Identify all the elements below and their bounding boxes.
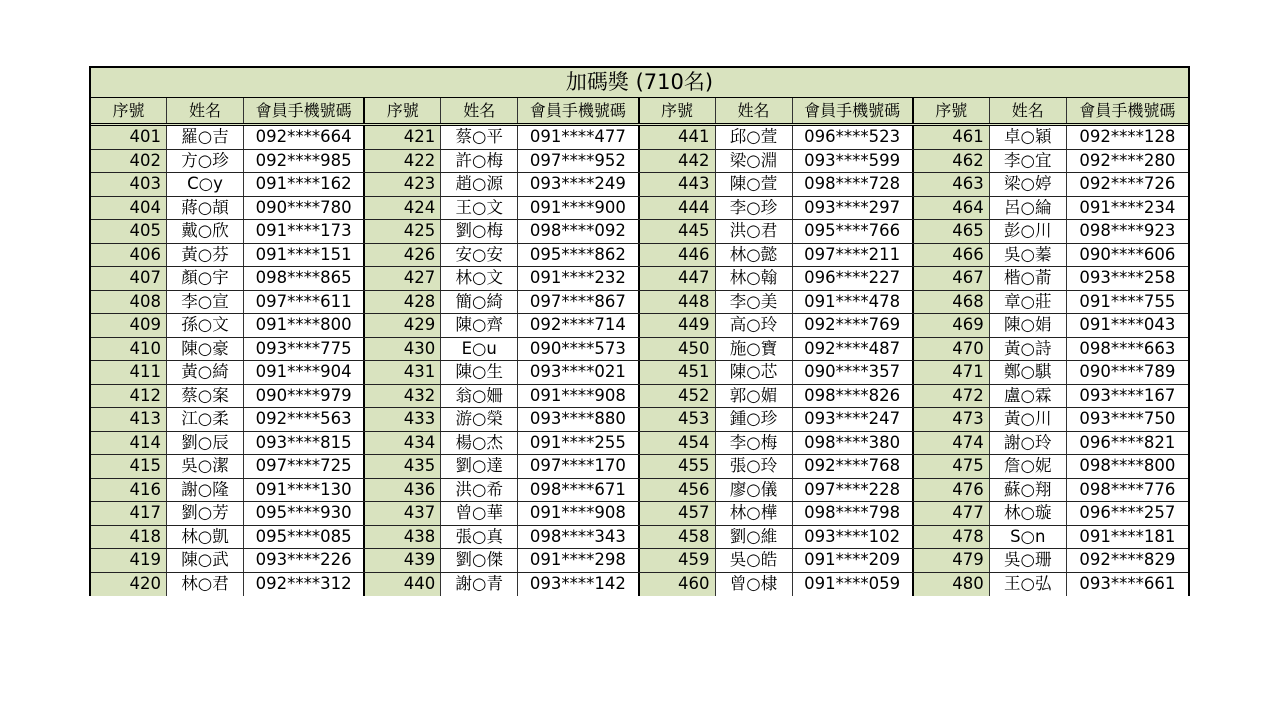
header-row <box>91 98 1188 126</box>
header-name: 姓名 <box>167 98 244 123</box>
cell-phone: 097****952 <box>518 150 639 173</box>
cell-name: 詹○妮 <box>990 455 1067 478</box>
cell-phone: 092****563 <box>244 408 365 431</box>
cell-name: S○n <box>990 526 1067 549</box>
cell-seq: 440 <box>365 573 441 597</box>
cell-seq: 465 <box>914 220 990 243</box>
cell-name: 謝○玲 <box>990 432 1067 455</box>
cell-seq: 428 <box>365 291 441 314</box>
cell-seq: 430 <box>365 338 441 361</box>
cell-name: 彭○川 <box>990 220 1067 243</box>
cell-phone: 098****380 <box>793 432 914 455</box>
cell-seq: 463 <box>914 173 990 196</box>
cell-seq: 408 <box>91 291 167 314</box>
cell-name: 楷○萮 <box>990 267 1067 290</box>
cell-seq: 415 <box>91 455 167 478</box>
cell-phone: 091****900 <box>518 197 639 220</box>
cell-phone: 095****085 <box>244 526 365 549</box>
cell-seq: 438 <box>365 526 441 549</box>
header-seq: 序號 <box>640 98 716 123</box>
cell-name: C○y <box>167 173 244 196</box>
cell-seq: 402 <box>91 150 167 173</box>
cell-seq: 456 <box>640 479 716 502</box>
cell-seq: 471 <box>914 361 990 384</box>
cell-phone: 093****247 <box>793 408 914 431</box>
cell-seq: 429 <box>365 314 441 337</box>
cell-phone: 097****611 <box>244 291 365 314</box>
cell-phone: 098****663 <box>1067 338 1188 361</box>
cell-name: 林○璇 <box>990 502 1067 525</box>
cell-phone: 091****298 <box>518 549 639 572</box>
table-row <box>91 150 1188 174</box>
table-row <box>91 338 1188 362</box>
cell-seq: 418 <box>91 526 167 549</box>
cell-name: 卓○穎 <box>990 126 1067 149</box>
cell-seq: 433 <box>365 408 441 431</box>
cell-seq: 467 <box>914 267 990 290</box>
cell-phone: 098****826 <box>793 385 914 408</box>
cell-name: 陳○萱 <box>716 173 793 196</box>
cell-phone: 095****930 <box>244 502 365 525</box>
cell-phone: 092****768 <box>793 455 914 478</box>
cell-name: 梁○淵 <box>716 150 793 173</box>
cell-phone: 097****228 <box>793 479 914 502</box>
cell-seq: 437 <box>365 502 441 525</box>
cell-name: 戴○欣 <box>167 220 244 243</box>
cell-phone: 091****043 <box>1067 314 1188 337</box>
cell-name: 洪○君 <box>716 220 793 243</box>
cell-seq: 472 <box>914 385 990 408</box>
cell-seq: 460 <box>640 573 716 597</box>
cell-name: 施○寶 <box>716 338 793 361</box>
cell-seq: 447 <box>640 267 716 290</box>
cell-name: 王○弘 <box>990 573 1067 597</box>
cell-seq: 421 <box>365 126 441 149</box>
cell-seq: 475 <box>914 455 990 478</box>
cell-phone: 098****798 <box>793 502 914 525</box>
cell-seq: 476 <box>914 479 990 502</box>
cell-phone: 093****880 <box>518 408 639 431</box>
cell-phone: 098****343 <box>518 526 639 549</box>
cell-phone: 091****234 <box>1067 197 1188 220</box>
cell-seq: 413 <box>91 408 167 431</box>
cell-phone: 091****173 <box>244 220 365 243</box>
cell-phone: 097****867 <box>518 291 639 314</box>
cell-phone: 090****979 <box>244 385 365 408</box>
cell-name: 梁○婷 <box>990 173 1067 196</box>
cell-seq: 409 <box>91 314 167 337</box>
cell-seq: 422 <box>365 150 441 173</box>
cell-seq: 410 <box>91 338 167 361</box>
cell-phone: 092****714 <box>518 314 639 337</box>
cell-phone: 091****800 <box>244 314 365 337</box>
cell-phone: 096****257 <box>1067 502 1188 525</box>
cell-name: 陳○生 <box>441 361 518 384</box>
cell-phone: 091****477 <box>518 126 639 149</box>
table-row <box>91 220 1188 244</box>
cell-name: 林○樺 <box>716 502 793 525</box>
cell-phone: 097****211 <box>793 244 914 267</box>
cell-name: 黃○綺 <box>167 361 244 384</box>
cell-seq: 416 <box>91 479 167 502</box>
header-name: 姓名 <box>441 98 518 123</box>
cell-name: 黃○詩 <box>990 338 1067 361</box>
cell-seq: 478 <box>914 526 990 549</box>
cell-phone: 091****904 <box>244 361 365 384</box>
cell-seq: 479 <box>914 549 990 572</box>
header-name: 姓名 <box>990 98 1067 123</box>
cell-name: 顏○宇 <box>167 267 244 290</box>
cell-phone: 092****487 <box>793 338 914 361</box>
table-row <box>91 502 1188 526</box>
table-row <box>91 573 1188 597</box>
cell-seq: 424 <box>365 197 441 220</box>
cell-name: 張○真 <box>441 526 518 549</box>
cell-seq: 474 <box>914 432 990 455</box>
cell-name: 鍾○珍 <box>716 408 793 431</box>
header-seq: 序號 <box>91 98 167 123</box>
cell-name: 王○文 <box>441 197 518 220</box>
cell-phone: 092****769 <box>793 314 914 337</box>
cell-seq: 444 <box>640 197 716 220</box>
cell-seq: 412 <box>91 385 167 408</box>
cell-seq: 453 <box>640 408 716 431</box>
cell-seq: 420 <box>91 573 167 597</box>
cell-phone: 096****227 <box>793 267 914 290</box>
cell-phone: 095****862 <box>518 244 639 267</box>
table-row <box>91 267 1188 291</box>
cell-seq: 414 <box>91 432 167 455</box>
cell-phone: 091****130 <box>244 479 365 502</box>
cell-name: 蔡○平 <box>441 126 518 149</box>
cell-name: 高○玲 <box>716 314 793 337</box>
cell-seq: 464 <box>914 197 990 220</box>
cell-name: 章○莊 <box>990 291 1067 314</box>
cell-name: 曾○華 <box>441 502 518 525</box>
cell-name: 吳○皓 <box>716 549 793 572</box>
cell-name: 洪○希 <box>441 479 518 502</box>
cell-name: 趙○源 <box>441 173 518 196</box>
cell-name: 安○安 <box>441 244 518 267</box>
cell-seq: 445 <box>640 220 716 243</box>
cell-phone: 091****209 <box>793 549 914 572</box>
cell-name: 郭○媚 <box>716 385 793 408</box>
cell-seq: 469 <box>914 314 990 337</box>
cell-seq: 462 <box>914 150 990 173</box>
cell-phone: 098****092 <box>518 220 639 243</box>
cell-phone: 093****750 <box>1067 408 1188 431</box>
cell-phone: 093****297 <box>793 197 914 220</box>
cell-name: 蔡○案 <box>167 385 244 408</box>
table-row <box>91 385 1188 409</box>
cell-name: 劉○傑 <box>441 549 518 572</box>
cell-phone: 093****775 <box>244 338 365 361</box>
cell-name: 盧○霖 <box>990 385 1067 408</box>
cell-phone: 090****606 <box>1067 244 1188 267</box>
cell-seq: 480 <box>914 573 990 597</box>
cell-phone: 092****985 <box>244 150 365 173</box>
cell-seq: 455 <box>640 455 716 478</box>
cell-name: 陳○武 <box>167 549 244 572</box>
cell-phone: 092****664 <box>244 126 365 149</box>
cell-phone: 097****725 <box>244 455 365 478</box>
header-phone: 會員手機號碼 <box>793 98 914 123</box>
cell-seq: 432 <box>365 385 441 408</box>
cell-phone: 090****789 <box>1067 361 1188 384</box>
cell-name: 許○梅 <box>441 150 518 173</box>
cell-name: 簡○綺 <box>441 291 518 314</box>
cell-phone: 090****357 <box>793 361 914 384</box>
cell-phone: 098****923 <box>1067 220 1188 243</box>
cell-name: 李○美 <box>716 291 793 314</box>
cell-name: 蔣○頡 <box>167 197 244 220</box>
cell-seq: 477 <box>914 502 990 525</box>
cell-name: 林○翰 <box>716 267 793 290</box>
cell-seq: 434 <box>365 432 441 455</box>
cell-phone: 092****128 <box>1067 126 1188 149</box>
cell-phone: 093****021 <box>518 361 639 384</box>
cell-seq: 407 <box>91 267 167 290</box>
cell-name: 黃○芬 <box>167 244 244 267</box>
table-title: 加碼獎 (710名) <box>91 68 1188 98</box>
table-row <box>91 173 1188 197</box>
cell-name: 呂○綸 <box>990 197 1067 220</box>
cell-phone: 093****142 <box>518 573 639 597</box>
cell-name: 陳○齊 <box>441 314 518 337</box>
table-row <box>91 455 1188 479</box>
cell-name: 林○君 <box>167 573 244 597</box>
cell-name: 劉○辰 <box>167 432 244 455</box>
cell-phone: 091****908 <box>518 385 639 408</box>
table-row <box>91 408 1188 432</box>
cell-name: 游○榮 <box>441 408 518 431</box>
cell-seq: 470 <box>914 338 990 361</box>
cell-phone: 090****780 <box>244 197 365 220</box>
cell-seq: 468 <box>914 291 990 314</box>
cell-phone: 093****599 <box>793 150 914 173</box>
cell-name: 鄭○騏 <box>990 361 1067 384</box>
cell-phone: 096****523 <box>793 126 914 149</box>
cell-phone: 092****280 <box>1067 150 1188 173</box>
table-row <box>91 361 1188 385</box>
cell-seq: 431 <box>365 361 441 384</box>
table-row <box>91 479 1188 503</box>
table-row <box>91 244 1188 268</box>
cell-seq: 404 <box>91 197 167 220</box>
cell-name: 林○凱 <box>167 526 244 549</box>
cell-phone: 090****573 <box>518 338 639 361</box>
cell-name: 楊○杰 <box>441 432 518 455</box>
cell-name: 吳○潔 <box>167 455 244 478</box>
cell-seq: 425 <box>365 220 441 243</box>
cell-name: 劉○芳 <box>167 502 244 525</box>
cell-name: 吳○珊 <box>990 549 1067 572</box>
cell-phone: 098****728 <box>793 173 914 196</box>
cell-name: 方○珍 <box>167 150 244 173</box>
cell-phone: 095****766 <box>793 220 914 243</box>
cell-seq: 436 <box>365 479 441 502</box>
cell-seq: 401 <box>91 126 167 149</box>
cell-phone: 091****232 <box>518 267 639 290</box>
cell-phone: 096****821 <box>1067 432 1188 455</box>
cell-seq: 403 <box>91 173 167 196</box>
cell-phone: 093****249 <box>518 173 639 196</box>
table-row <box>91 526 1188 550</box>
cell-phone: 097****170 <box>518 455 639 478</box>
cell-name: 陳○豪 <box>167 338 244 361</box>
header-phone: 會員手機號碼 <box>1079 101 1176 120</box>
cell-seq: 435 <box>365 455 441 478</box>
cell-phone: 091****908 <box>518 502 639 525</box>
cell-name: 謝○隆 <box>167 479 244 502</box>
cell-seq: 441 <box>640 126 716 149</box>
cell-name: E○u <box>441 338 518 361</box>
cell-phone: 091****255 <box>518 432 639 455</box>
cell-phone: 093****102 <box>793 526 914 549</box>
table-body <box>91 126 1188 596</box>
table-row <box>91 432 1188 456</box>
cell-seq: 417 <box>91 502 167 525</box>
cell-name: 廖○儀 <box>716 479 793 502</box>
cell-seq: 442 <box>640 150 716 173</box>
table-row <box>91 549 1188 573</box>
cell-name: 林○文 <box>441 267 518 290</box>
cell-name: 邱○萱 <box>716 126 793 149</box>
cell-seq: 406 <box>91 244 167 267</box>
cell-seq: 427 <box>365 267 441 290</box>
cell-phone: 092****829 <box>1067 549 1188 572</box>
header-phone: 會員手機號碼 <box>244 98 365 123</box>
prize-table <box>89 66 1190 596</box>
cell-seq: 457 <box>640 502 716 525</box>
cell-name: 林○懿 <box>716 244 793 267</box>
cell-seq: 419 <box>91 549 167 572</box>
cell-seq: 452 <box>640 385 716 408</box>
cell-name: 陳○芯 <box>716 361 793 384</box>
cell-phone: 093****226 <box>244 549 365 572</box>
cell-name: 翁○姍 <box>441 385 518 408</box>
cell-phone: 091****181 <box>1067 526 1188 549</box>
cell-seq: 454 <box>640 432 716 455</box>
cell-name: 劉○梅 <box>441 220 518 243</box>
cell-name: 李○宜 <box>990 150 1067 173</box>
cell-name: 江○柔 <box>167 408 244 431</box>
cell-phone: 093****167 <box>1067 385 1188 408</box>
cell-seq: 443 <box>640 173 716 196</box>
cell-seq: 459 <box>640 549 716 572</box>
cell-phone: 093****661 <box>1067 573 1188 597</box>
cell-name: 吳○蓁 <box>990 244 1067 267</box>
cell-name: 李○宣 <box>167 291 244 314</box>
cell-name: 劉○維 <box>716 526 793 549</box>
cell-seq: 458 <box>640 526 716 549</box>
cell-seq: 426 <box>365 244 441 267</box>
cell-phone: 091****151 <box>244 244 365 267</box>
cell-name: 羅○吉 <box>167 126 244 149</box>
cell-seq: 423 <box>365 173 441 196</box>
cell-phone: 093****258 <box>1067 267 1188 290</box>
cell-name: 李○珍 <box>716 197 793 220</box>
table-row <box>91 291 1188 315</box>
header-name: 姓名 <box>716 98 793 123</box>
table-row <box>91 197 1188 221</box>
cell-phone: 092****726 <box>1067 173 1188 196</box>
cell-seq: 451 <box>640 361 716 384</box>
cell-phone: 098****800 <box>1067 455 1188 478</box>
cell-phone: 098****671 <box>518 479 639 502</box>
header-seq: 序號 <box>365 98 441 123</box>
cell-seq: 473 <box>914 408 990 431</box>
cell-name: 劉○達 <box>441 455 518 478</box>
cell-phone: 098****865 <box>244 267 365 290</box>
header-seq: 序號 <box>914 98 990 123</box>
cell-seq: 405 <box>91 220 167 243</box>
cell-seq: 439 <box>365 549 441 572</box>
cell-seq: 450 <box>640 338 716 361</box>
cell-name: 陳○娟 <box>990 314 1067 337</box>
cell-name: 孫○文 <box>167 314 244 337</box>
cell-seq: 466 <box>914 244 990 267</box>
cell-name: 黃○川 <box>990 408 1067 431</box>
cell-name: 曾○棣 <box>716 573 793 597</box>
cell-phone: 092****312 <box>244 573 365 597</box>
header-phone: 會員手機號碼 <box>518 98 639 123</box>
cell-phone: 091****162 <box>244 173 365 196</box>
cell-phone: 098****776 <box>1067 479 1188 502</box>
cell-seq: 446 <box>640 244 716 267</box>
cell-phone: 091****059 <box>793 573 914 597</box>
table-row <box>91 126 1188 150</box>
cell-seq: 448 <box>640 291 716 314</box>
cell-seq: 411 <box>91 361 167 384</box>
cell-seq: 461 <box>914 126 990 149</box>
cell-phone: 091****478 <box>793 291 914 314</box>
cell-phone: 091****755 <box>1067 291 1188 314</box>
cell-name: 李○梅 <box>716 432 793 455</box>
cell-seq: 449 <box>640 314 716 337</box>
cell-name: 蘇○翔 <box>990 479 1067 502</box>
cell-name: 張○玲 <box>716 455 793 478</box>
cell-name: 謝○青 <box>441 573 518 597</box>
cell-phone: 093****815 <box>244 432 365 455</box>
table-row <box>91 314 1188 338</box>
